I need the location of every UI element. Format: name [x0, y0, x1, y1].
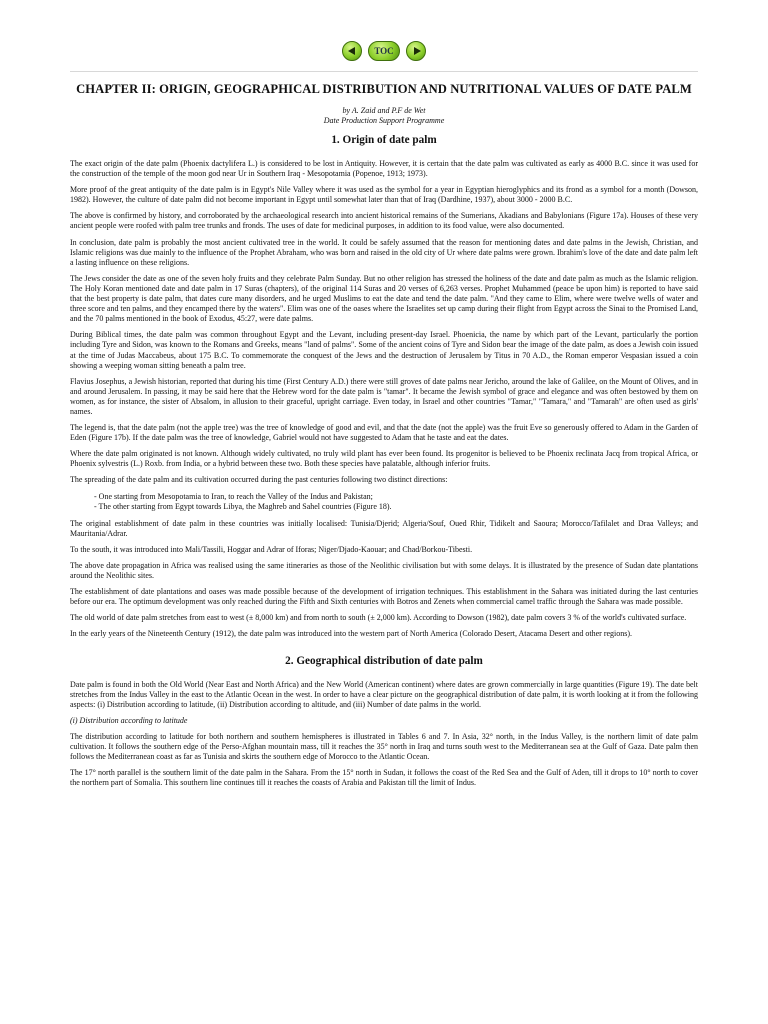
top-divider: [70, 71, 698, 72]
section-title-geographical-distribution: 2. Geographical distribution of date palm: [285, 654, 483, 667]
chapter-content: [70, 82, 698, 794]
navigation-bar: [0, 41, 768, 63]
paragraph: More proof of the great antiquity of the date palm is in Egypt's Nile Valley where it was used as the symbol for a year in Egyptian hieroglyphics and its frond as a symbol for a month (Dowson, 1982). However, the culture of date palm did not become important in Egypt until somewhat later than that of Iraq (Dardhine, 1937), about 3000 - 2000 B.C.: [70, 185, 698, 205]
previous-page-button[interactable]: [342, 41, 362, 61]
paragraph: Where the date palm originated is not known. Although widely cultivated, no truly wild plant has ever been found. Its progenitor is believed to be Phoenix reclinata Jacq from tropical Africa, or Phoenix sylvestris (L.) Roxb. from India, or a hybrid between these two. Both these species have palatable, although inferior fruits.: [70, 449, 698, 469]
paragraph: The above date propagation in Africa was realised using the same itineraries as those of the Neolithic civilisation but with some delays. It is illustrated by the presence of Sudan date plantations around the Neolithic sites.: [70, 561, 698, 581]
paragraph: Date palm is found in both the Old World (Near East and North Africa) and the New World (American continent) where dates are grown commercially in large quantities (Figure 19). The date belt stretches from the Indus Valley in the east to the Atlantic Ocean in the west. In order to have a clear picture on the geographical distribution of date palm, it is worth looking at it from the following aspects: (i) Distribution according to latitude, (ii) Distribution according to altitude, and (iii) Number of date palms in the world.: [70, 679, 698, 709]
arrow-right-icon: [414, 47, 421, 55]
paragraph: In conclusion, date palm is probably the most ancient cultivated tree in the world. It could be safely assumed that the reason for mentioning dates and date palms in the Jewish, Christian, and Islamic religions was due mainly to the influence of the Prophet Abraham, who was born and raised in the old city of Ur where date palms were grown. Ibrahim's love of the date and date palm left a lasting influence on these religions.: [70, 237, 698, 267]
authors: by A. Zaid and P.F de Wet: [342, 106, 426, 115]
next-page-button[interactable]: [406, 41, 426, 61]
author-block: [70, 106, 698, 126]
paragraph: The above is confirmed by history, and corroborated by the archaeological research into ancient historical remains of the Sumerians, Akadians and Babylonians (Figure 17a). Houses of these very ancient people were roofed with palm tree trunks and fronds. The uses of date for medicinal purposes, in addition to its food value, were also documented.: [70, 211, 698, 231]
paragraph: The legend is, that the date palm (not the apple tree) was the tree of knowledge of good and evil, and that the date (not the apple) was the fruit Eve so generously offered to Adam in the Garden of Eden (Figure 17b). If the date palm was the tree of knowledge, Gabriel would not have suggested to Adam that he taste and eat the dates.: [70, 423, 698, 443]
paragraph: Flavius Josephus, a Jewish historian, reported that during his time (First Century A.D.) there were still groves of date palms near Jericho, around the lake of Galilee, on the Mount of Olives, and in and around Jerusalem. In passing, it may be said here that the Hebrew word for the date palm is "tamar". It became the Jewish symbol of grace and elegance and was often bestowed by them on women, as for instance, the sister of Absalom, in allusion to their graceful, upright carriage. Even today, in Israel and other countries "Tamar," "Tamara," and "Tamarah" are often used as girls' names.: [70, 376, 698, 416]
arrow-left-icon: [348, 47, 355, 55]
subsection-title-latitude: (i) Distribution according to latitude: [70, 715, 188, 725]
programme: Date Production Support Programme: [323, 116, 445, 125]
paragraph: The old world of date palm stretches from east to west (± 8,000 km) and from north to south (± 2,000 km). According to Dowson (1982), date palm covers 3 % of the world's cultivated surface.: [70, 613, 687, 623]
list-item: - The other starting from Egypt towards Libya, the Maghreb and Sahel countries (Figure 18).: [94, 501, 392, 511]
paragraph: The original establishment of date palm in these countries was initially localised: Tunisia/Djerid; Algeria/Souf, Oued Rhir, Tidikelt and Saoura; Morocco/Tafilalet and Draa Valleys; and Mauritania/Adrar.: [70, 518, 698, 538]
list-item: - One starting from Mesopotamia to Iran, to reach the Valley of the Indus and Pakistan;: [94, 491, 373, 501]
toc-button[interactable]: TOC: [368, 41, 400, 61]
paragraph: The distribution according to latitude for both northern and southern hemispheres is illustrated in Tables 6 and 7. In Asia, 32° north, in the Indus Valley, is the northern limit of date palm cultivation. It follows the southern edge of the Perso-Afghan mountain mass, till it reaches the 35° north in Iraq and turns south west to the Mediterranean sea at the Gulf of Gaza. Date palm then follows the Mediterranean coast as far as Tunisia and skirts the southern edge of Morocco to the Atlantic Ocean.: [70, 731, 698, 762]
paragraph: To the south, it was introduced into Mali/Tassili, Hoggar and Adrar of Iforas; Niger/Djado-Kaouar; and Chad/Borkou-Tibesti.: [70, 544, 473, 554]
paragraph: The 17° north parallel is the southern limit of the date palm in the Sahara. From the 15° north in Sudan, it follows the coast of the Red Sea and the Gulf of Aden, till it drops to 10° north to cover the northern part of Somalia. This southern line continues till it reaches the coasts of Arabia and Pakistan till the limit of Indus.: [70, 768, 698, 788]
section-title-origin: 1. Origin of date palm: [331, 134, 437, 146]
chapter-title: CHAPTER II: ORIGIN, GEOGRAPHICAL DISTRIBUTION AND NUTRITIONAL VALUES OF DATE PALM: [76, 82, 692, 96]
paragraph: The spreading of the date palm and its cultivation occurred during the past centuries following two distinct directions:: [70, 475, 448, 485]
paragraph: In the early years of the Nineteenth Century (1912), the date palm was introduced into the western part of North America (Colorado Desert, Atacama Desert and other regions).: [70, 629, 633, 639]
paragraph: The Jews consider the date as one of the seven holy fruits and they celebrate Palm Sunday. But no other religion has stressed the holiness of the date and date palm as much as the Islamic religion. The Holy Koran mentioned date and date palm in 17 Suras (chapters), of the original 114 Suras and 20 verses of 6,263 verses. Prophet Muhammed (peace be upon him) is reported to have said that the best property is date palm, that dates cure many disorders, and he urged Muslims to eat the date and tend the date palm. "And they came to Elim, where were twelve wells of water and three score and ten palms, and they encamped there by the waters". Elim was one of the oases where the Israelites set up camp during their flight from Egypt across the Sinai to the Promised Land, and the 70 palms mentioned in the book of Exodus, 45:27, were date palms.: [70, 273, 698, 324]
paragraph: The exact origin of the date palm (Phoenix dactylifera L.) is considered to be lost in Antiquity. However, it is certain that the date palm was cultivated as early as 4000 B.C. since it was used for the construction of the temple of the moon god near Ur in Southern Iraq - Mesopotamia (Popenoe, 1913; 1973).: [70, 159, 698, 179]
paragraph: During Biblical times, the date palm was common throughout Egypt and the Levant, including present-day Israel. Phoenicia, the name by which part of the Levant, particularly the portion including Tyre and Sidon, was known to the Romans and Greeks, means "land of palms". Some of the ancient coins of Tyre and Sidon bear the image of the date palm, as does a Jewish coin issued at the time of Judas Maccabeus, about 175 B.C. To commemorate the conquest of the Jews and the destruction of Jerusalem by Titus in 70 A.D., the Roman emperor Vespasian issued a coin showing a weeping woman sitting beneath a palm tree.: [70, 330, 698, 370]
directions-list: [94, 492, 698, 512]
paragraph: The establishment of date plantations and oases was made possible because of the development of irrigation techniques. This establishment in the Sahara was initiated during the last centuries before our era. The optimum development was only reached during the Fifth and Sixth centuries with Botros and Zenets when commercial camel traffic through the Sahara was made possible.: [70, 587, 698, 607]
